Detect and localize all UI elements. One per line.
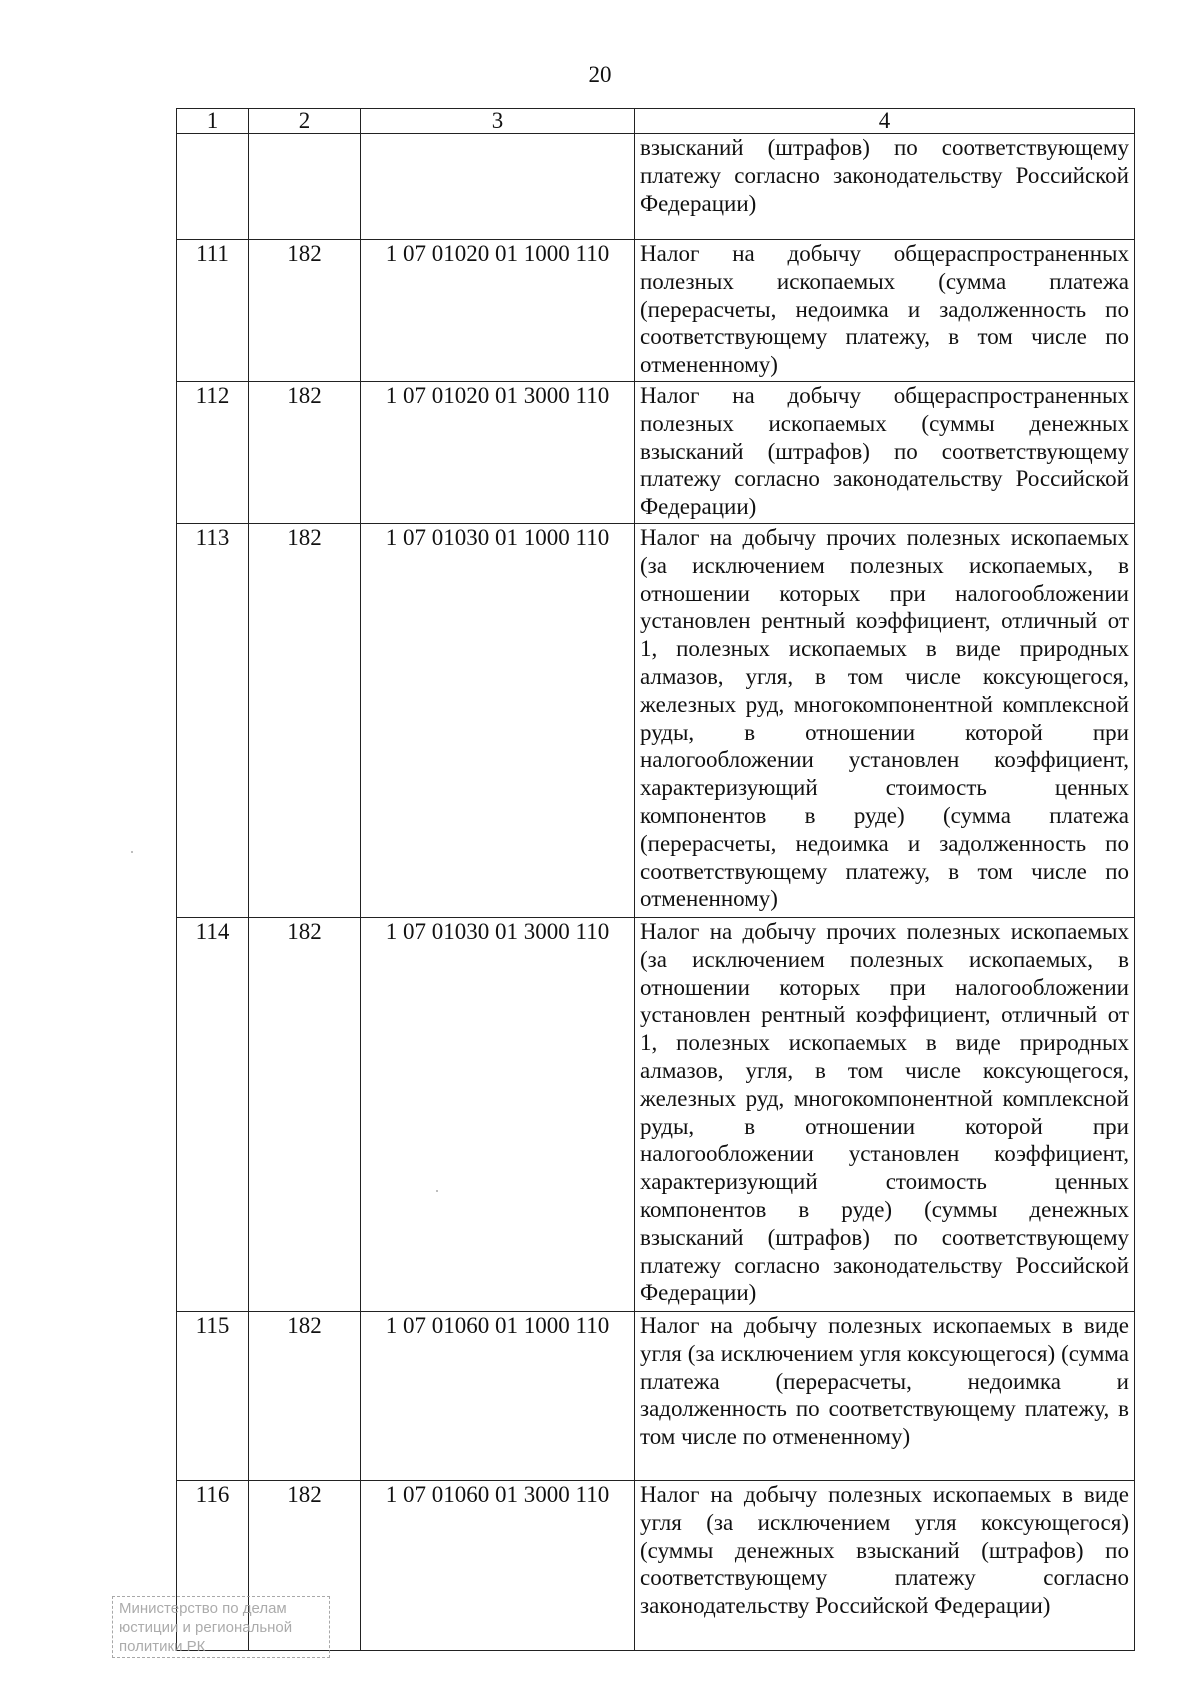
row-number: 116 xyxy=(177,1481,249,1651)
income-description: Налог на добычу прочих полезных ископаемых (за исключением полезных ископаемых, в отношении которых при налогообложении установлен рентный коэффициент, отличный от 1, полезных ископаемых в виде природных алмазов, угля, в том числе коксующегося, железных руд, многокомпонентной комплексной руды, в отношении которой при налогообложении установлен коэффициент, характеризующий стоимость ценных компонентов в руде) (сумма платежа (перерасчеты, недоимка и задолженность по соответствующему платежу, в том числе по отмененному) xyxy=(635,524,1135,918)
stamp-line: политики РК xyxy=(119,1638,206,1655)
budget-code: 1 07 01060 01 3000 110 xyxy=(361,1481,635,1651)
income-description: Налог на добычу общераспространенных полезных ископаемых (суммы денежных взысканий (штрафов) по соответствующему платежу согласно законодательству Российской Федерации) xyxy=(635,382,1135,524)
scan-speck xyxy=(131,851,133,853)
budget-code xyxy=(361,134,635,240)
stamp-line: юстиции и региональной xyxy=(119,1619,293,1636)
budget-code: 1 07 01060 01 1000 110 xyxy=(361,1312,635,1481)
row-number: 115 xyxy=(177,1312,249,1481)
scan-speck xyxy=(436,1190,438,1192)
administrator-code: 182 xyxy=(249,1481,361,1651)
income-description: Налог на добычу полезных ископаемых в виде угля (за исключением угля коксующегося) (суммы денежных взысканий (штрафов) по соответствующему платежу согласно законодательству Российской Федерации) xyxy=(635,1481,1135,1651)
income-description: Налог на добычу общераспространенных полезных ископаемых (сумма платежа (перерасчеты, недоимка и задолженность по соответствующему платежу, в том числе по отмененному) xyxy=(635,240,1135,382)
administrator-code xyxy=(249,134,361,240)
income-description: Налог на добычу прочих полезных ископаемых (за исключением полезных ископаемых, в отношении которых при налогообложении установлен рентный коэффициент, отличный от 1, полезных ископаемых в виде природных алмазов, угля, в том числе коксующегося, железных руд, многокомпонентной комплексной руды, в отношении которой при налогообложении установлен коэффициент, характеризующий стоимость ценных компонентов в руде) (суммы денежных взысканий (штрафов) по соответствующему платежу согласно законодательству Российской Федерации) xyxy=(635,918,1135,1312)
budget-code: 1 07 01020 01 1000 110 xyxy=(361,240,635,382)
table-row xyxy=(177,382,1135,524)
administrator-code: 182 xyxy=(249,918,361,1312)
budget-code: 1 07 01030 01 3000 110 xyxy=(361,918,635,1312)
header-cell-2: 2 xyxy=(249,109,361,134)
registration-stamp xyxy=(112,1596,330,1658)
administrator-code: 182 xyxy=(249,240,361,382)
table-row xyxy=(177,524,1135,918)
row-number: 113 xyxy=(177,524,249,918)
page-number: 20 xyxy=(588,62,612,87)
administrator-code: 182 xyxy=(249,524,361,918)
header-cell-1: 1 xyxy=(177,109,249,134)
header-cell-4: 4 xyxy=(635,109,1135,134)
row-number: 111 xyxy=(177,240,249,382)
budget-code: 1 07 01020 01 3000 110 xyxy=(361,382,635,524)
row-number: 112 xyxy=(177,382,249,524)
row-number xyxy=(177,134,249,240)
stamp-line: Министерство по делам xyxy=(119,1600,287,1617)
header-cell-3: 3 xyxy=(361,109,635,134)
income-description: Налог на добычу полезных ископаемых в виде угля (за исключением угля коксующегося) (сумма платежа (перерасчеты, недоимка и задолженность по соответствующему платежу, в том числе по отмененному) xyxy=(635,1312,1135,1481)
table-row xyxy=(177,240,1135,382)
row-number: 114 xyxy=(177,918,249,1312)
table-header-row xyxy=(177,109,1135,134)
administrator-code: 182 xyxy=(249,382,361,524)
table-row xyxy=(177,1312,1135,1481)
budget-codes-table xyxy=(176,108,1135,1651)
table-row xyxy=(177,134,1135,240)
table-row xyxy=(177,918,1135,1312)
income-description: взысканий (штрафов) по соответствующему платежу согласно законодательству Российской Федерации) xyxy=(635,134,1135,240)
administrator-code: 182 xyxy=(249,1312,361,1481)
budget-code: 1 07 01030 01 1000 110 xyxy=(361,524,635,918)
